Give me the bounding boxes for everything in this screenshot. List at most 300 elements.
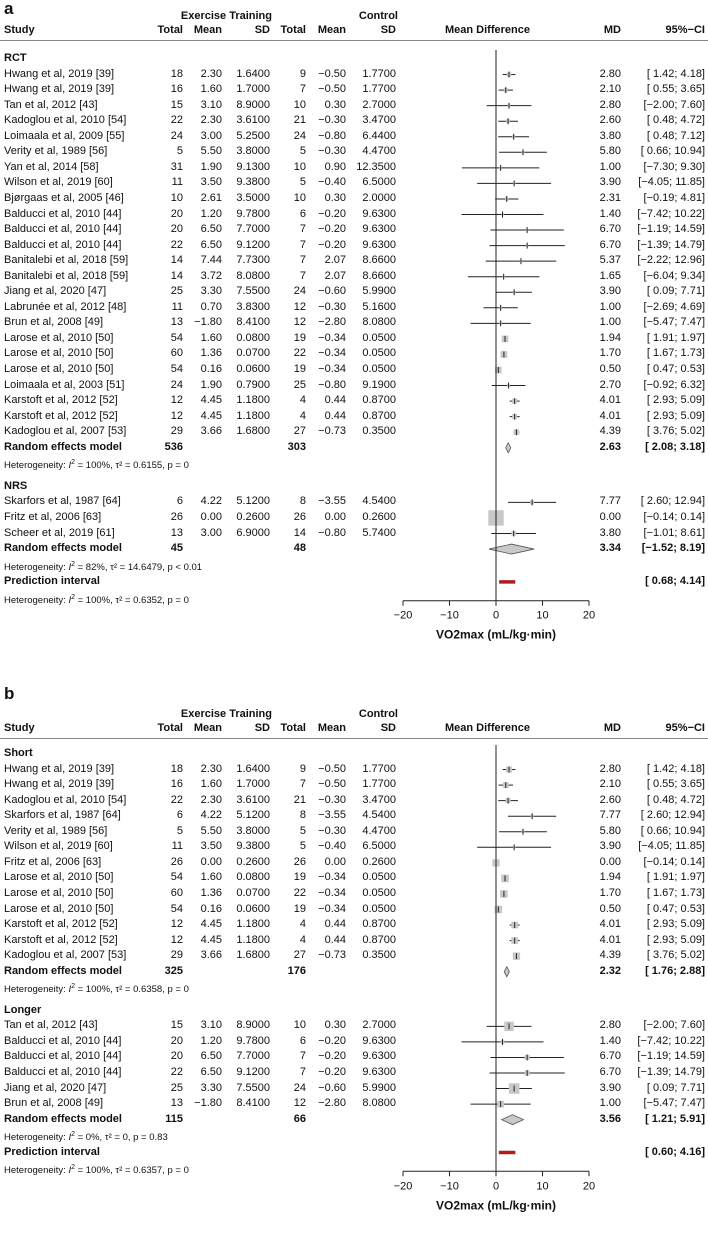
study-name: Loimaala et al, 2003 [51] [4,378,125,391]
study-name: Skarfors et al, 1987 [64] [4,809,121,822]
exercise-sd: 9.1200 [236,1066,270,1078]
exercise-mean: 1.60 [200,871,222,884]
exercise-mean: 1.90 [200,378,222,391]
confidence-interval: [−2.00; 7.60] [643,98,705,111]
exercise-mean: 3.10 [200,1019,222,1032]
control-mean: 2.07 [324,254,346,267]
control-total: 19 [293,902,306,915]
exercise-total: 24 [170,129,183,142]
control-mean: −0.50 [318,67,346,80]
study-name: Fritz et al, 2006 [63] [4,855,102,868]
x-tick-label: 0 [492,1180,500,1193]
mean-difference-value: 3.90 [599,285,621,298]
control-total: 7 [299,1066,306,1078]
control-mean: 0.30 [324,98,346,111]
confidence-interval: [−7.30; 9.30] [643,160,705,173]
study-name: Kadoglou et al, 2010 [54] [4,114,127,127]
control-mean: 0.00 [324,855,346,868]
x-tick-label: 10 [536,1180,549,1193]
confidence-interval: [ 0.66; 10.94] [640,145,705,158]
study-name: Larose et al, 2010 [50] [4,886,114,899]
exercise-mean: 0.16 [200,363,222,375]
header-exercise-sd: SD [254,722,270,734]
superscript-two: 2 [71,593,75,601]
exercise-mean: 1.36 [200,347,222,360]
exercise-mean: 6.50 [200,238,222,251]
exercise-sd: 5.2500 [236,129,270,142]
summary-diamond [502,1115,524,1125]
x-tick-label: 10 [536,609,549,622]
header-exercise-mean: Mean [193,722,222,734]
study-name: Skarfors et al, 1987 [64] [4,495,121,508]
mean-difference-value: 5.80 [599,824,621,837]
heterogeneity-prefix: Heterogeneity: [4,1132,69,1144]
heterogeneity-text [4,558,202,574]
control-sd: 9.6300 [362,207,396,220]
exercise-sd: 1.6800 [236,949,270,962]
control-total: 9 [299,67,306,80]
exercise-mean: 3.72 [200,269,222,282]
control-sd: 0.8700 [362,409,396,422]
exercise-sd: 0.7900 [236,378,270,391]
exercise-mean: 3.00 [200,129,222,142]
header-control-sd: SD [380,722,396,734]
summary-diamond [504,967,509,977]
exercise-mean: 4.45 [200,394,222,407]
study-name: Balducci et al, 2010 [44] [4,223,122,236]
confidence-interval: [ 2.93; 5.09] [646,933,705,946]
control-sd: 9.6300 [362,1050,396,1063]
header-study: Study [4,722,35,734]
confidence-interval: [−2.69; 4.69] [643,300,705,313]
control-sd: 9.6300 [362,1066,396,1078]
exercise-sd: 9.1300 [236,160,270,173]
study-name: Fritz et al, 2006 [63] [4,510,102,523]
exercise-mean: 5.50 [200,145,222,158]
mean-difference-value: 1.70 [599,347,621,360]
control-total: 7 [299,778,306,791]
control-mean: −0.50 [318,762,346,775]
summary-ci: [ 2.08; 3.18] [645,440,705,453]
control-mean: −0.80 [318,378,346,391]
header-ci: 95%−CI [665,24,705,36]
mean-difference-value: 7.77 [599,809,621,822]
heterogeneity-prefix: Heterogeneity: [4,984,69,996]
confidence-interval: [−7.42; 10.22] [637,207,705,220]
confidence-interval: [−4.05; 11.85] [638,176,705,189]
confidence-interval: [−1.39; 14.79] [637,238,705,251]
summary-md: 2.63 [599,440,621,453]
summary-label: Random effects model [4,1112,122,1125]
exercise-sd: 1.1800 [236,409,270,422]
summary-label: Random effects model [4,542,122,555]
confidence-interval: [−6.04; 9.34] [643,269,705,282]
exercise-mean: 3.50 [200,176,222,189]
mean-difference-value: 4.39 [599,425,621,438]
exercise-mean: 1.60 [200,83,222,96]
exercise-mean: 0.00 [200,855,222,868]
control-total: 26 [293,855,306,868]
study-name: Kadoglou et al, 2007 [53] [4,425,127,438]
control-mean: 0.44 [324,409,346,422]
control-sd: 2.7000 [362,1019,396,1032]
exercise-total: 54 [170,331,183,344]
control-sd: 6.5000 [362,840,396,853]
superscript-two: 2 [71,560,75,568]
confidence-interval: [ 0.47; 0.53] [646,902,705,915]
x-tick-label: −20 [393,1180,413,1193]
mean-difference-value: 2.80 [599,1019,621,1032]
control-total: 7 [299,269,306,282]
exercise-sd: 1.1800 [236,394,270,407]
exercise-sd: 0.0700 [236,886,270,899]
mean-difference-value: 4.01 [599,409,621,422]
control-mean: −0.20 [318,1050,346,1063]
prediction-interval-label: Prediction interval [4,575,100,588]
exercise-total: 22 [170,114,183,127]
control-total: 5 [299,840,306,853]
mean-difference-value: 6.70 [599,223,621,236]
exercise-total: 54 [170,871,183,884]
header-exercise-sd: SD [254,24,270,36]
exercise-total: 24 [170,378,183,391]
mean-difference-value: 1.00 [599,160,621,173]
heterogeneity-i2-symbol: I [68,1132,72,1144]
study-name: Wilson et al, 2019 [60] [4,840,113,853]
confidence-interval: [−0.14; 0.14] [643,510,705,523]
heterogeneity-text [4,1128,168,1144]
control-mean: −0.20 [318,238,346,251]
study-name: Brun et al, 2008 [49] [4,1097,104,1110]
control-total: 27 [293,949,306,962]
control-mean: −0.30 [318,793,346,806]
x-tick-label: −20 [393,609,413,622]
confidence-interval: [ 3.76; 5.02] [646,425,705,438]
exercise-sd: 8.4100 [236,316,270,329]
exercise-sd: 0.0600 [236,363,270,375]
summary-exercise-total: 45 [170,542,183,555]
heterogeneity-prefix: Heterogeneity: [4,561,69,573]
control-mean: −0.20 [318,1034,346,1047]
confidence-interval: [ 1.91; 1.97] [646,871,705,884]
control-sd: 12.3500 [356,160,396,173]
control-sd: 4.5400 [362,495,396,508]
study-name: Balducci et al, 2010 [44] [4,207,122,220]
control-sd: 1.7700 [362,762,396,775]
exercise-sd: 1.1800 [236,933,270,946]
study-name: Tan et al, 2012 [43] [4,98,98,111]
control-mean: −2.80 [318,1097,346,1110]
heterogeneity-prefix: Heterogeneity: [4,594,69,606]
control-mean: −0.34 [318,331,346,344]
control-sd: 0.2600 [362,855,396,868]
exercise-total: 12 [170,394,183,407]
exercise-total: 10 [170,191,183,204]
exercise-mean: 3.66 [200,425,222,438]
header-exercise-training: Exercise Training [180,708,272,720]
exercise-sd: 0.0700 [236,347,270,360]
header-ci: 95%−CI [665,722,705,734]
control-total: 25 [293,378,306,391]
study-name: Scheer et al, 2019 [61] [4,526,115,539]
heterogeneity-stats: = 100%, τ² = 0.6155, p = 0 [74,460,189,472]
control-total: 12 [293,316,306,329]
exercise-sd: 8.9000 [236,1019,270,1032]
mean-difference-value: 2.60 [599,793,621,806]
exercise-total: 26 [170,855,183,868]
control-mean: 0.44 [324,933,346,946]
mean-difference-value: 6.70 [599,1050,621,1063]
exercise-mean: 0.70 [200,300,222,313]
exercise-total: 26 [170,510,183,523]
mean-difference-value: 1.94 [599,871,621,884]
heterogeneity-stats: = 100%, τ² = 0.6357, p = 0 [74,1165,189,1177]
control-mean: −0.34 [318,886,346,899]
exercise-sd: 5.1200 [236,809,270,822]
exercise-total: 5 [176,145,183,158]
header-mean-difference: Mean Difference [445,24,530,36]
study-name: Hwang et al, 2019 [39] [4,762,115,775]
confidence-interval: [−5.47; 7.47] [643,316,705,329]
header-study: Study [4,24,35,36]
control-total: 24 [293,1081,306,1094]
control-sd: 9.6300 [362,1034,396,1047]
control-sd: 0.0500 [362,871,396,884]
control-sd: 0.0500 [362,363,396,375]
control-total: 4 [299,933,306,946]
confidence-interval: [ 1.42; 4.18] [646,67,705,80]
exercise-total: 5 [176,824,183,837]
superscript-two: 2 [71,1131,75,1139]
summary-exercise-total: 115 [165,1112,183,1125]
exercise-sd: 0.2600 [236,510,270,523]
header-divider [0,738,708,739]
header-control: Control [358,708,398,720]
heterogeneity-stats: = 100%, τ² = 0.6358, p = 0 [74,984,189,996]
study-name: Loimaala et al, 2009 [55] [4,129,125,142]
mean-difference-value: 3.90 [599,176,621,189]
mean-difference-value: 2.31 [599,191,621,204]
heterogeneity-i2-symbol: I [68,1165,72,1177]
study-name: Larose et al, 2010 [50] [4,363,114,375]
exercise-mean: 2.30 [200,114,222,127]
control-total: 6 [299,207,306,220]
control-total: 8 [299,809,306,822]
exercise-mean: 5.50 [200,824,222,837]
exercise-mean: 4.22 [200,495,222,508]
exercise-sd: 0.0800 [236,871,270,884]
exercise-total: 16 [170,83,183,96]
exercise-mean: 2.30 [200,793,222,806]
control-mean: 0.90 [324,160,346,173]
control-total: 19 [293,331,306,344]
prediction-interval-ci: [ 0.60; 4.16] [645,1145,705,1158]
exercise-sd: 7.5500 [236,1081,270,1094]
exercise-total: 20 [170,1034,183,1047]
confidence-interval: [ 2.93; 5.09] [646,409,705,422]
superscript-two: 2 [71,459,75,467]
exercise-sd: 8.9000 [236,98,270,111]
control-mean: −3.55 [318,495,346,508]
exercise-mean: 2.61 [200,191,222,204]
section-heading: Longer [4,1003,42,1016]
exercise-sd: 0.0800 [236,331,270,344]
header-exercise-total: Total [157,722,183,734]
study-name: Balducci et al, 2010 [44] [4,238,122,251]
study-name: Banitalebi et al, 2018 [59] [4,254,129,267]
control-sd: 1.7700 [362,67,396,80]
exercise-mean: 1.36 [200,886,222,899]
exercise-total: 12 [170,918,183,931]
exercise-mean: 0.16 [200,902,222,915]
summary-md: 3.34 [599,542,621,555]
control-mean: −0.30 [318,114,346,127]
confidence-interval: [−1.01; 8.61] [643,526,705,539]
study-name: Tan et al, 2012 [43] [4,1019,98,1032]
exercise-mean: 6.50 [200,1066,222,1078]
study-name: Hwang et al, 2019 [39] [4,778,115,791]
exercise-total: 13 [170,1097,183,1110]
exercise-total: 29 [170,425,183,438]
control-sd: 2.7000 [362,98,396,111]
control-sd: 5.1600 [362,300,396,313]
control-mean: −0.40 [318,176,346,189]
control-mean: −0.73 [318,949,346,962]
panel-label: a [4,0,14,18]
control-mean: −2.80 [318,316,346,329]
study-name: Balducci et al, 2010 [44] [4,1034,122,1047]
control-total: 21 [293,114,306,127]
confidence-interval: [−7.42; 10.22] [637,1034,705,1047]
exercise-mean: −1.80 [194,1097,222,1110]
forest-plot-panel-b [0,620,708,1239]
mean-difference-value: 7.77 [599,495,621,508]
study-name: Karstoft et al, 2012 [52] [4,918,118,931]
exercise-total: 54 [170,363,183,375]
header-md: MD [603,722,621,734]
control-total: 5 [299,824,306,837]
study-name: Kadoglou et al, 2010 [54] [4,793,127,806]
control-sd: 8.0800 [362,316,396,329]
confidence-interval: [ 1.67; 1.73] [646,347,705,360]
mean-difference-value: 2.10 [599,83,621,96]
mean-difference-value: 0.00 [599,855,621,868]
prediction-interval-bar [499,580,515,584]
control-mean: −0.80 [318,526,346,539]
control-mean: −0.20 [318,1066,346,1078]
control-total: 12 [293,1097,306,1110]
confidence-interval: [ 0.09; 7.71] [646,1081,705,1094]
control-total: 12 [293,300,306,313]
exercise-mean: 4.22 [200,809,222,822]
superscript-two: 2 [71,1164,75,1172]
control-total: 5 [299,145,306,158]
exercise-mean: 2.30 [200,67,222,80]
exercise-sd: 1.7000 [236,778,270,791]
study-name: Karstoft et al, 2012 [52] [4,933,118,946]
control-sd: 0.3500 [362,949,396,962]
confidence-interval: [−0.92; 6.32] [643,378,705,391]
control-sd: 0.0500 [362,902,396,915]
exercise-sd: 0.0600 [236,902,270,915]
heterogeneity-i2-symbol: I [68,561,72,573]
control-mean: −0.20 [318,207,346,220]
exercise-sd: 7.7300 [236,254,270,267]
control-total: 4 [299,918,306,931]
confidence-interval: [ 2.93; 5.09] [646,918,705,931]
control-sd: 0.3500 [362,425,396,438]
exercise-mean: 7.44 [200,254,222,267]
confidence-interval: [−1.19; 14.59] [637,1050,705,1063]
exercise-total: 54 [170,902,183,915]
mean-difference-value: 2.70 [599,378,621,391]
exercise-total: 20 [170,1050,183,1063]
control-sd: 5.7400 [362,526,396,539]
confidence-interval: [−1.39; 14.79] [637,1066,705,1078]
exercise-sd: 3.6100 [236,793,270,806]
study-name: Verity et al, 1989 [56] [4,145,108,158]
exercise-total: 14 [170,254,183,267]
confidence-interval: [ 0.09; 7.71] [646,285,705,298]
control-sd: 4.4700 [362,145,396,158]
summary-label: Random effects model [4,964,122,977]
exercise-total: 29 [170,949,183,962]
mean-difference-value: 6.70 [599,1066,621,1078]
control-sd: 3.4700 [362,793,396,806]
exercise-mean: 6.50 [200,1050,222,1063]
mean-difference-value: 1.70 [599,886,621,899]
control-mean: −0.34 [318,871,346,884]
control-total: 14 [293,526,306,539]
heterogeneity-i2-symbol: I [68,460,72,472]
control-total: 4 [299,394,306,407]
mean-difference-value: 1.00 [599,1097,621,1110]
x-tick-label: 20 [582,609,596,622]
control-sd: 8.0800 [362,1097,396,1110]
exercise-sd: 9.3800 [236,840,270,853]
study-name: Hwang et al, 2019 [39] [4,67,115,80]
exercise-sd: 0.2600 [236,855,270,868]
study-name: Balducci et al, 2010 [44] [4,1050,122,1063]
mean-difference-value: 1.65 [599,269,621,282]
mean-difference-value: 3.90 [599,840,621,853]
confidence-interval: [ 0.47; 0.53] [646,363,705,375]
exercise-total: 22 [170,238,183,251]
mean-difference-value: 4.01 [599,918,621,931]
control-total: 7 [299,1050,306,1063]
control-sd: 3.4700 [362,114,396,127]
control-total: 4 [299,409,306,422]
control-sd: 8.6600 [362,254,396,267]
control-total: 24 [293,129,306,142]
summary-exercise-total: 536 [164,440,183,453]
control-sd: 1.7700 [362,83,396,96]
control-mean: −0.40 [318,840,346,853]
study-name: Banitalebi et al, 2018 [59] [4,269,129,282]
exercise-total: 25 [170,1081,183,1094]
control-total: 22 [293,886,306,899]
header-control-total: Total [280,24,306,36]
exercise-total: 13 [170,316,183,329]
control-sd: 6.4400 [362,129,396,142]
exercise-total: 16 [170,778,183,791]
prediction-interval-bar [499,1151,516,1155]
header-mean-difference: Mean Difference [445,722,530,734]
study-name: Jiang et al, 2020 [47] [4,285,107,298]
mean-difference-value: 0.50 [599,902,621,915]
heterogeneity-text [4,980,189,996]
exercise-sd: 9.7800 [236,1034,270,1047]
